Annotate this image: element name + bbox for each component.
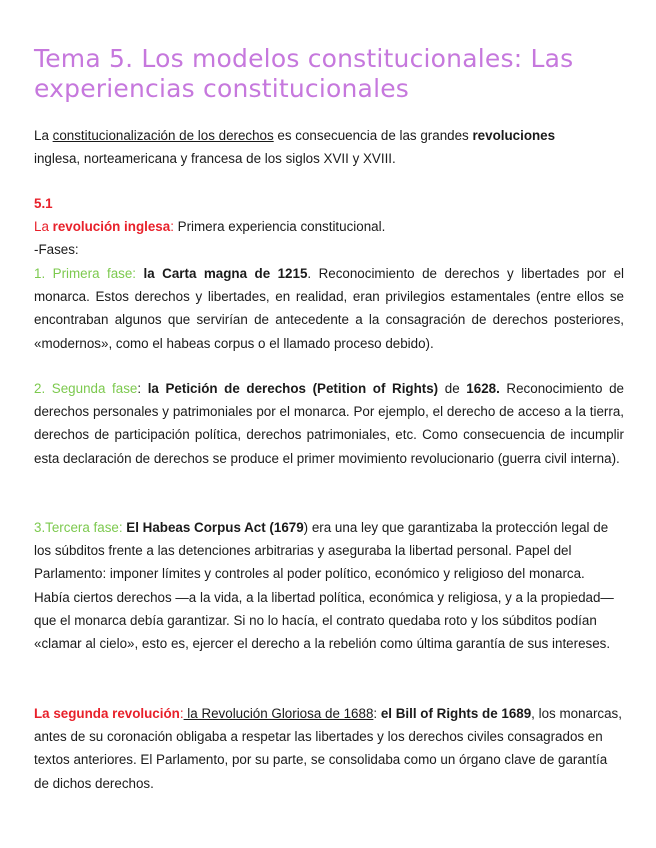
phase-1-text: . Reconocimiento de derechos y libertades por el monarca. Estos derechos y libertades, en realidad, eran privilegios estamentales (entre ellos se encontraban algunos que servirían de antecedente a la consagración de derechos posteriores, «modernos», como el habeas corpus o el llamado proceso debido). (34, 266, 624, 351)
intro-pre: La (34, 128, 53, 143)
second-revolution-paragraph (34, 702, 624, 795)
heading-pre: La (34, 219, 53, 235)
second-text: , los monarcas, antes de su coronación obligaba a respetar las libertades y los derechos civiles consagrados en textos anteriores. El Parlamento, por su parte, se consolidaba como un órgano clave de garantía de dichos derechos. (34, 706, 622, 791)
page-title (34, 44, 634, 104)
heading-bold: revolución inglesa (52, 219, 171, 235)
phase-3-paragraph (34, 516, 624, 655)
intro-bold: revoluciones (472, 128, 556, 143)
intro-paragraph (34, 124, 624, 170)
phase-2-bold-1: la Petición de derechos (Petition of Rights) (147, 381, 439, 396)
phase-2-paragraph (34, 377, 624, 470)
intro-underlined-term: constitucionalización de los derechos (52, 128, 274, 143)
phase-2-de: de (438, 381, 467, 396)
phase-3-text: ) era una ley que garantizaba la protección legal de los súbditos frente a las detenciones arbitrarias y aseguraba la libertad personal. Papel del Parlamento: imponer límites y controles al poder político, económico y religioso del monarca. Había ciertos derechos —a la vida, a la libertad política, económica y religiosa, y a la propiedad— que el monarca debía garantizar. Si no lo hacía, el contrato quedaba roto y los súbditos podían «clamar al cielo», esto es, ejercer el derecho a la rebelión como última garantía de sus intereses. (34, 520, 614, 652)
second-colon-2: : (373, 706, 381, 721)
phase-3-label: 3.Tercera fase: (34, 520, 127, 535)
section-5-1 (34, 192, 624, 262)
phase-2-colon: : (137, 381, 148, 396)
phase-3-bold: El Habeas Corpus Act (1679 (126, 520, 304, 535)
second-underlined: la Revolución Gloriosa de 1688 (183, 706, 374, 721)
second-colon: : (179, 706, 184, 721)
section-heading (34, 215, 624, 238)
section-number: 5.1 (34, 196, 53, 211)
heading-rest: Primera experiencia constitucional. (173, 219, 386, 235)
phase-1-label: 1. Primera fase: (34, 266, 144, 281)
title-line-2: experiencias constitucionales (34, 74, 410, 103)
second-bold: el Bill of Rights de 1689 (380, 706, 532, 721)
phase-2-bold-2: 1628. (466, 381, 500, 396)
phase-1-bold: la Carta magna de 1215 (143, 266, 308, 281)
second-heading: La segunda revolución (34, 706, 180, 721)
fases-label: -Fases: (34, 242, 79, 258)
phase-2-text: Reconocimiento de derechos personales y patrimoniales por el monarca. Por ejemplo, el derecho de acceso a la tierra, derechos de participación política, derechos patrimoniales, etc. Como consecuencia de incumplir esta declaración de derechos se produce el primer movimiento revolucionario (guerra civil interna). (34, 381, 624, 466)
phase-2-label: 2. Segunda fase (34, 381, 138, 396)
intro-mid: es consecuencia de las grandes (273, 128, 473, 143)
phase-1-paragraph (34, 262, 624, 355)
title-line-1: Tema 5. Los modelos constitucionales: Las (34, 44, 574, 73)
intro-line-2: inglesa, norteamericana y francesa de los siglos XVII y XVIII. (34, 151, 396, 167)
heading-colon: : (170, 219, 174, 235)
